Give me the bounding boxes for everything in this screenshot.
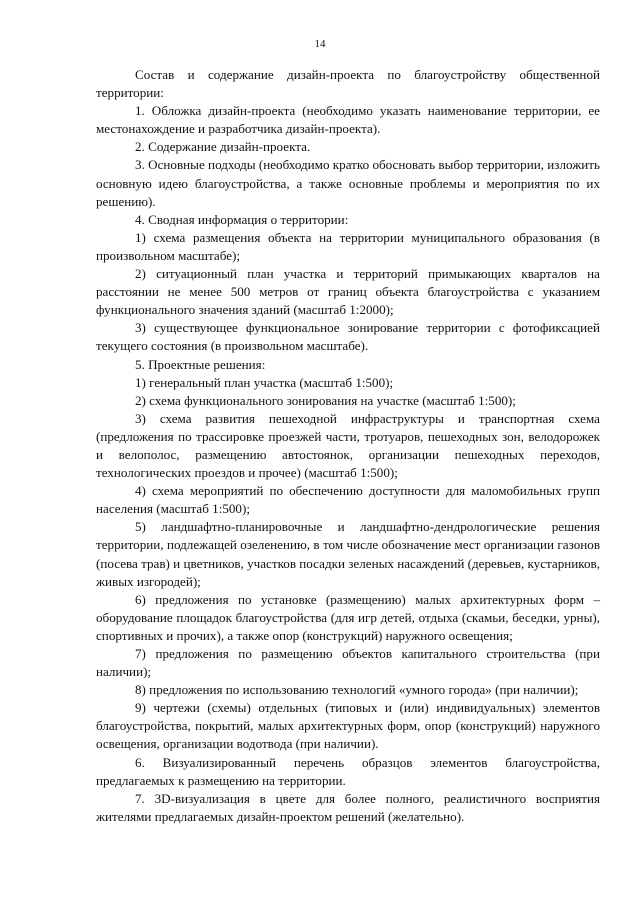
paragraph: 6. Визуализированный перечень образцов элементов благоустройства, предлагаемых к размещению на территории. xyxy=(96,754,600,788)
paragraph: 7) предложения по размещению объектов капитального строительства (при наличии); xyxy=(96,646,600,680)
paragraph: 2) схема функционального зонирования на участке (масштаб 1:500); xyxy=(135,392,516,408)
paragraph: Состав и содержание дизайн-проекта по благоустройству общественной территории: xyxy=(96,67,600,101)
document-body xyxy=(96,66,600,826)
paragraph: 8) предложения по использованию технологий «умного города» (при наличии); xyxy=(135,682,579,698)
paragraph: 5) ландшафтно-планировочные и ландшафтно-дендрологические решения территории, подлежащей озеленению, в том числе обозначение мест организации газонов (посева трав) и цветников, участков посадки зеленых насаждений (деревьев, кустарников, живых изгородей); xyxy=(96,519,600,589)
paragraph: 3. Основные подходы (необходимо кратко обосновать выбор территории, изложить основную идею благоустройства, а также основные проблемы и мероприятия по их решению). xyxy=(96,157,600,209)
paragraph: 5. Проектные решения: xyxy=(135,356,266,372)
paragraph: 3) схема развития пешеходной инфраструктуры и транспортная схема (предложения по трассировке проезжей части, тротуаров, пешеходных зон, велодорожек и велополос, размещению автостоянок, организации пешеходных переходов, технологических проездов и прочее) (масштаб 1:500); xyxy=(96,410,600,481)
paragraph: 1. Обложка дизайн-проекта (необходимо указать наименование территории, ее местонахождение и разработчика дизайн-проекта). xyxy=(96,103,600,137)
paragraph: 1) генеральный план участка (масштаб 1:500); xyxy=(135,374,394,390)
page-number: 14 xyxy=(314,38,326,50)
paragraph: 7. 3D-визуализация в цвете для более полного, реалистичного восприятия жителями предлагаемых дизайн-проектом решений (желательно). xyxy=(96,790,600,824)
paragraph: 3) существующее функциональное зонирование территории с фотофиксацией текущего состояния (в произвольном масштабе). xyxy=(96,320,600,354)
paragraph: 9) чертежи (схемы) отдельных (типовых и (или) индивидуальных) элементов благоустройства, покрытий, малых архитектурных форм, опор (конструкций) наружного освещения, организации водотвода (при наличии). xyxy=(96,700,600,752)
paragraph: 2. Содержание дизайн-проекта. xyxy=(135,139,311,155)
paragraph: 1) схема размещения объекта на территории муниципального образования (в произвольном масштабе); xyxy=(96,229,600,263)
paragraph: 6) предложения по установке (размещению) малых архитектурных форм – оборудование площадок благоустройства (для игр детей, отдыха (скамьи, беседки, урны), спортивных и прочих), а также опор (конструкций) наружного освещения; xyxy=(96,591,600,643)
paragraph: 2) ситуационный план участка и территорий примыкающих кварталов на расстоянии не менее 500 метров от границ объекта благоустройства с указанием функционального значения зданий (масштаб 1:2000); xyxy=(96,266,600,318)
paragraph: 4) схема мероприятий по обеспечению доступности для маломобильных групп населения (масштаб 1:500); xyxy=(96,483,600,517)
paragraph: 4. Сводная информация о территории: xyxy=(135,211,349,227)
